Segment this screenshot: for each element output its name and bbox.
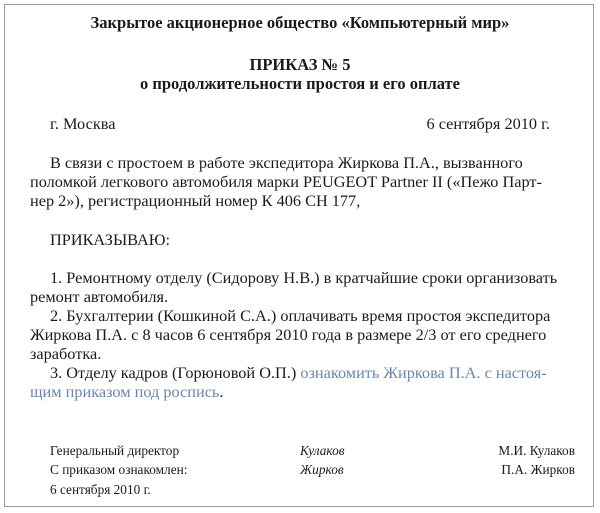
item-2-line-3: заработка. xyxy=(30,344,102,363)
intro-line-2: поломкой легкового автомобиля марки PEUGEOT Partner II («Пежо Парт- xyxy=(30,172,542,191)
organization-name: Закрытое акционерное общество «Компьютерный мир» xyxy=(90,13,510,32)
item-3-link-part-2[interactable]: щим приказом под роспись xyxy=(30,382,220,401)
employee-signature: Жирков xyxy=(300,462,344,477)
order-subtitle: о продолжительности простоя и его оплате xyxy=(140,74,460,93)
item-3-period: . xyxy=(219,382,224,401)
director-title: Генеральный директор xyxy=(50,443,180,458)
intro-line-1: В связи с простоем в работе экспедитора Жиркова П.А., вызванного xyxy=(50,153,523,172)
place: г. Москва xyxy=(50,114,116,133)
order-date: 6 сентября 2010 г. xyxy=(426,114,550,133)
item-3-link-part-1[interactable]: ознакомить Жиркова П.А. с настоя- xyxy=(300,363,547,382)
item-3-line-1 xyxy=(50,363,547,383)
intro-line-3: нер 2»), регистрационный номер К 406 СН 177, xyxy=(30,191,361,210)
item-2-line-1: 2. Бухгалтерии (Кошкиной С.А.) оплачивать время простоя экспедитора xyxy=(50,306,551,325)
acknowledged-date: 6 сентября 2010 г. xyxy=(50,482,151,497)
item-1-line-1: 1. Ремонтному отделу (Сидорову Н.В.) в кратчайшие сроки организовать xyxy=(50,268,558,287)
acknowledged-label: С приказом ознакомлен: xyxy=(50,462,188,477)
item-1-line-2: ремонт автомобиля. xyxy=(30,287,169,306)
order-title: ПРИКАЗ № 5 xyxy=(249,55,351,74)
item-2-line-2: Жиркова П.А. с 8 часов 6 сентября 2010 года в размере 2/3 от его среднего xyxy=(30,325,547,344)
employee-name: П.А. Жирков xyxy=(501,462,575,477)
order-word: ПРИКАЗЫВАЮ: xyxy=(50,230,170,249)
item-3-line-2 xyxy=(30,382,223,402)
director-name: М.И. Кулаков xyxy=(498,443,575,458)
item-3-text: 3. Отделу кадров (Горюновой О.П.) xyxy=(50,363,301,382)
director-signature: Кулаков xyxy=(300,443,345,458)
